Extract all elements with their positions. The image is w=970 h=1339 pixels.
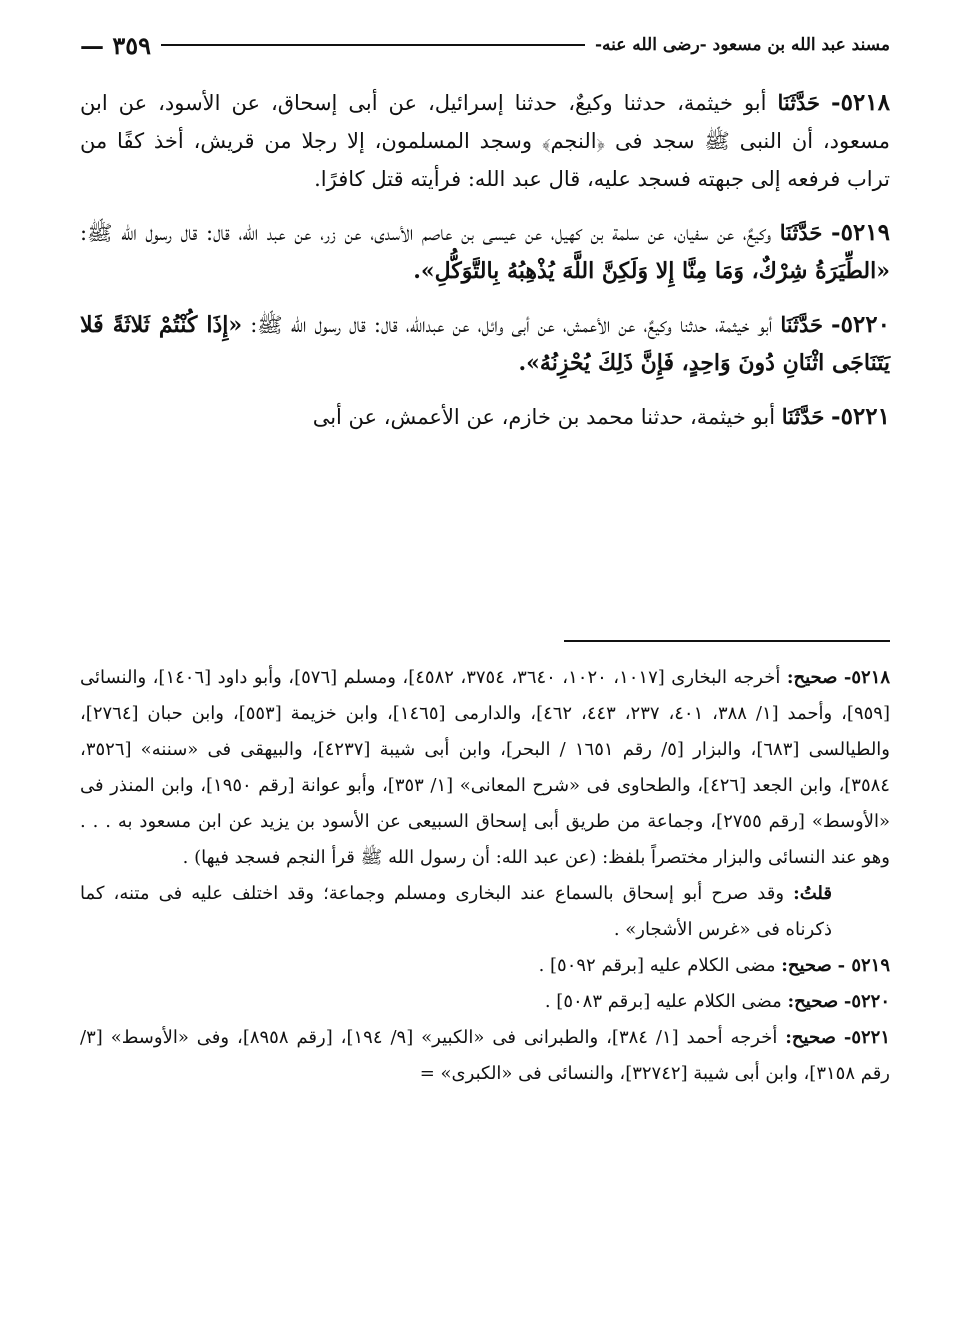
hadith-5219 [80, 214, 890, 290]
footnote-number: ٥٢٢١- [843, 1027, 890, 1048]
hadith-number: ٥٢٢٠- [831, 311, 890, 338]
footnote-5220 [80, 984, 890, 1020]
hadith-number: ٥٢٢١- [831, 403, 890, 430]
hadith-text: أبو خيثمة، حدثنا محمد بن خازم، عن الأعمش، عن أبى [312, 405, 776, 429]
footnote-number: ٥٢٢٠- [843, 991, 890, 1012]
footnote-5221 [80, 1020, 890, 1092]
footnote-separator [564, 640, 890, 642]
running-title: مسند عبد الله بن مسعود -رضى الله عنه- [594, 35, 890, 55]
header-rule [161, 44, 585, 46]
prophetic-saying: «إِذَا كُنْتُمْ ثَلاثَةً فَلا يَتَنَاجَى اثْنَانِ دُونَ وَاحِدٍ، فَإِنَّ ذَلِكَ يُحْزِنُهُ». [80, 312, 890, 376]
hadith-opening: حَدَّثَنَا [781, 404, 825, 429]
footnote-text: أخرجه أحمد [١/ ٣٨٤]، والطبرانى فى «الكبير» [٩/ ١٩٤]، [رقم ٨٩٥٨]، وفى «الأوسط» [٣/ رقم ٣١٥٨]، وابن أبى شيبة [٣٢٧٤٢]، والنسائى فى «الكبرى» = [80, 1027, 890, 1084]
hadith-number: ٥٢١٨- [831, 89, 890, 116]
footnote-5218 [80, 660, 890, 876]
footnote-number: ٥٢١٩ - [837, 955, 890, 976]
hadith-opening: حَدَّثَنَا [779, 220, 823, 245]
hadith-text: أبو خيثمة، حدثنا وكيعٌ، عن الأعمش، عن أبى وائل، عن عبدالله، قال: قال رسول الله ﷺ: [250, 313, 773, 337]
running-header [80, 28, 890, 62]
remark-text: وقد صرح أبو إسحاق بالسماع عند البخارى ومسلم وجماعة؛ وقد اختلف عليه فى متنه، كما ذكرناه فى «غرس الأشجار» . [80, 883, 832, 940]
page-number: ٣٥٩ — [80, 30, 152, 60]
hadith-number: ٥٢١٩- [831, 219, 890, 246]
footnote-5219 [80, 948, 890, 984]
footnote-grade: صحيح: [786, 667, 838, 688]
hadith-opening: حَدَّثَنَا [777, 90, 821, 115]
hadith-text: أبو خيثمة، حدثنا وكيعٌ، حدثنا إسرائيل، عن أبى إسحاق، عن الأسود، عن ابن مسعود، أن النبى ﷺ سجد فى ﴿النجم﴾ وسجد المسلمون، إلا رجلا من قريش، أخذ كفًا من تراب فرفعه إلى جبهته فسجد عليه، قال عبد الله: فرأيته قتل كافرًا. [80, 91, 890, 191]
footnote-text: أخرجه البخارى [١٠١٧، ١٠٢٠، ٣٦٤٠، ٣٧٥٤، ٤٥٨٢]، ومسلم [٥٧٦]، وأبو داود [١٤٠٦]، والنسائى [٩٥٩]، وأحمد [١/ ٣٨٨، ٤٠١، ٢٣٧، ٤٤٣، ٤٦٢]، والدارمى [١٤٦٥]، وابن خزيمة [٥٥٣]، وابن حبان [٢٧٦٤]، والطيالسى [٦٨٣]، والبزار [٥/ رقم ١٦٥١ / البحر]، وابن أبى شيبة [٤٢٣٧]، والبيهقى فى «سننه» [٣٥٢٦، ٣٥٨٤]، وابن الجعد [٤٢٦]، والطحاوى فى «شرح المعانى» [١/ ٣٥٣]، وأبو عوانة [رقم ١٩٥٠]، وابن المنذر فى «الأوسط» [رقم ٢٧٥٥]، وجماعة من طريق أبى إسحاق السبيعى عن الأسود بن يزيد عن ابن مسعود به . . . وهو عند النسائى والبزار مختصراً بلفظ: (عن عبد الله: أن رسول الله ﷺ قرأ النجم فسجد فيها) . [80, 667, 890, 868]
footnote-text: مضى الكلام عليه [برقم ٥٠٩٢] . [538, 955, 776, 976]
footnotes [80, 660, 890, 1092]
footnote-grade: صحيح: [781, 955, 832, 976]
hadith-5221 [80, 398, 890, 436]
footnote-grade: صحيح: [785, 1027, 836, 1048]
footnote-number: ٥٢١٨- [843, 667, 891, 688]
hadith-5220 [80, 306, 890, 382]
footnote-grade: صحيح: [787, 991, 839, 1012]
hadith-5218 [80, 84, 890, 198]
main-text [80, 84, 890, 452]
hadith-opening: حَدَّثَنَا [780, 312, 823, 337]
footnote-text: مضى الكلام عليه [برقم ٥٠٨٣] . [544, 991, 782, 1012]
prophetic-saying: «الطِّيَرَةُ شِرْكٌ، وَمَا مِنَّا إِلا وَلَكِنَّ اللَّهَ يُذْهِبُهُ بِالتَّوَكُّلِ». [413, 258, 890, 284]
footnote-remark [80, 876, 890, 948]
hadith-text: وكيعٌ، عن سفيان، عن سلمة بن كهيل، عن عيسى بن عاصم الأسدى، عن زر، عن عبد الله، قال: قال رسول الله ﷺ: [80, 221, 772, 245]
remark-label: قلتُ: [793, 883, 832, 904]
